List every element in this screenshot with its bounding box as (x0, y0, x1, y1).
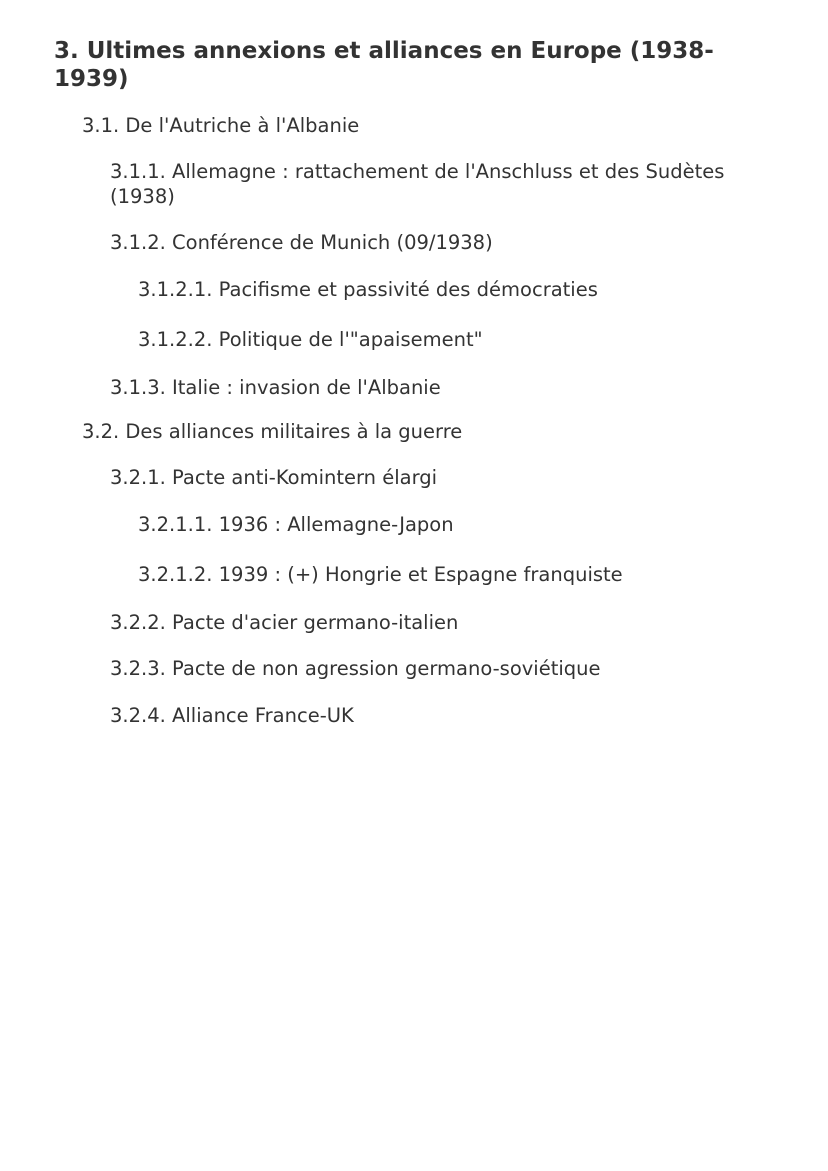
outline-item-3-1-2-1 (138, 277, 598, 302)
outline-text: Conférence de Munich (09/1938) (172, 231, 493, 254)
outline-item-3-1 (82, 113, 359, 138)
outline-text: 1939 : (+) Hongrie et Espagne franquiste (218, 563, 623, 586)
outline-text: Des alliances militaires à la guerre (125, 420, 463, 443)
outline-text: Politique de l'"apaisement" (218, 328, 483, 351)
outline-item-3-1-2-2 (138, 327, 483, 352)
outline-item-3-2-4 (110, 703, 354, 728)
outline-item-3-1-1 (110, 159, 790, 209)
outline-number: 3.2.2. (110, 611, 166, 634)
outline-text: Pacte d'acier germano-italien (172, 611, 459, 634)
outline-text: Alliance France-UK (172, 704, 354, 727)
outline-number: 3.2.1.1. (138, 513, 213, 536)
outline-text: Pacte anti-Komintern élargi (172, 466, 438, 489)
outline-number: 3.1.2. (110, 231, 166, 254)
outline-number: 3.2.3. (110, 657, 166, 680)
outline-number: 3.1.2.2. (138, 328, 213, 351)
outline-number: 3.2. (82, 420, 120, 443)
outline-number: 3.1. (82, 114, 120, 137)
outline-text: De l'Autriche à l'Albanie (125, 114, 360, 137)
outline-item-3-2-1 (110, 465, 437, 490)
outline-text: Allemagne : rattachement de l'Anschluss et des Sudètes (1938) (110, 160, 725, 208)
outline-number: 3.1.2.1. (138, 278, 213, 301)
outline-item-3-2-2 (110, 610, 458, 635)
outline-item-3-2 (82, 419, 462, 444)
outline-item-3-1-2 (110, 230, 493, 255)
outline-text: Pacte de non agression germano-soviétique (172, 657, 601, 680)
outline-item-3-2-1-2 (138, 562, 623, 587)
outline-item-3-2-3 (110, 656, 601, 681)
outline-number: 3.1.1. (110, 160, 166, 183)
page-title: 3. Ultimes annexions et alliances en Europe (1938-1939) (54, 38, 714, 92)
outline-text: 1936 : Allemagne-Japon (218, 513, 454, 536)
outline-number: 3.2.1. (110, 466, 166, 489)
outline-number: 3.1.3. (110, 376, 166, 399)
outline-item-3-2-1-1 (138, 512, 454, 537)
outline-number: 3.2.4. (110, 704, 166, 727)
outline-text: Italie : invasion de l'Albanie (172, 376, 441, 399)
outline-text: Pacifisme et passivité des démocraties (218, 278, 598, 301)
outline-item-3-1-3 (110, 375, 441, 400)
outline-number: 3.2.1.2. (138, 563, 213, 586)
